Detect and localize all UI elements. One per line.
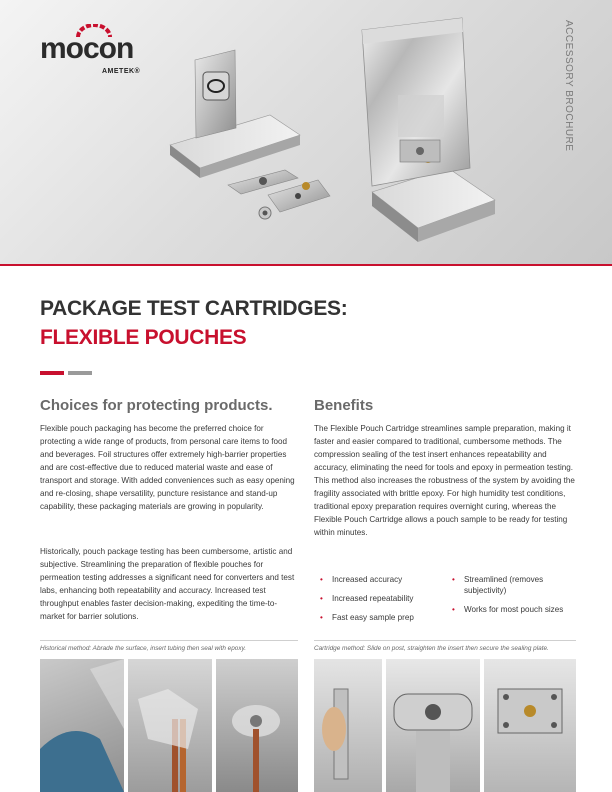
accent-bar-red — [40, 371, 64, 375]
right-caption-divider — [314, 640, 576, 641]
cartridge-photo-3 — [484, 659, 576, 792]
benefit-item: • Fast easy sample prep — [320, 612, 440, 623]
right-heading: Benefits — [314, 397, 374, 414]
left-paragraph-2: Historically, pouch package testing has been cumbersome, artistic and subjective. Streamlining the preparation of flexible pouches for permeation testing addresses a significant need for converters and test labs, enhancing both repeatability and accuracy. Increased test throughput enables faster decision-making, expediting the time-to-market for barrier solutions. — [40, 547, 295, 621]
benefit-item: • Works for most pouch sizes — [452, 604, 576, 615]
benefit-item: • Increased repeatability — [320, 593, 440, 604]
accent-bar-grey — [68, 371, 92, 375]
benefit-item: • Streamlined (removes subjectivity) — [452, 574, 576, 596]
mocon-logo — [40, 24, 160, 84]
historical-photo-3 — [216, 659, 298, 792]
accessory-brochure-label: ACCESSORY BROCHURE — [563, 20, 574, 152]
logo-wordmark: mocon — [40, 32, 134, 65]
cartridge-photo-2 — [386, 659, 480, 792]
left-caption: Historical method: Abrade the surface, insert tubing then seal with epoxy. — [40, 645, 247, 652]
left-paragraph-1: Flexible pouch packaging has become the preferred choice for protecting a wide range of products, from personal care items to food and beverages. Foil structures offer extremely high-barrier properties and are cost-effective due to reduced material waste and ease of transport and storage. With added conveniences such as easy opening and re-closing, shape versatility, puncture resistance and stand-up capability, these packaging materials are growing in popularity. — [40, 424, 295, 511]
right-caption: Cartridge method: Slide on post, straighten the insert then secure the sealing plate. — [314, 645, 549, 652]
benefit-item: • Increased accuracy — [320, 574, 440, 585]
logo-ametek: AMETEK® — [102, 68, 141, 75]
cartridge-photo-1 — [314, 659, 382, 792]
benefits-list-right — [452, 574, 576, 623]
left-heading: Choices for protecting products. — [40, 397, 273, 414]
hero-divider — [0, 264, 612, 266]
historical-photo-2 — [128, 659, 212, 792]
right-paragraph-1: The Flexible Pouch Cartridge streamlines sample preparation, making it faster and easier compared to traditional, cumbersome methods. The compression sealing of the test insert enhances repeatability and accuracy, eliminating the need for tools and epoxy in permeation testing. This method also increases the robustness of the system by avoiding the fragility associated with brittle epoxy. For high humidity test conditions, traditional epoxy preparation requires overnight curing, whereas the Flexible Pouch Cartridge allows a pouch sample to be ready for testing within minutes. — [314, 424, 575, 537]
page-title-line1: PACKAGE TEST CARTRIDGES: — [40, 297, 348, 320]
historical-photo-1 — [40, 659, 124, 792]
left-caption-divider — [40, 640, 298, 641]
page-title-line2: FLEXIBLE POUCHES — [40, 326, 247, 349]
hero-banner — [0, 0, 612, 266]
benefits-list-left — [320, 574, 440, 631]
